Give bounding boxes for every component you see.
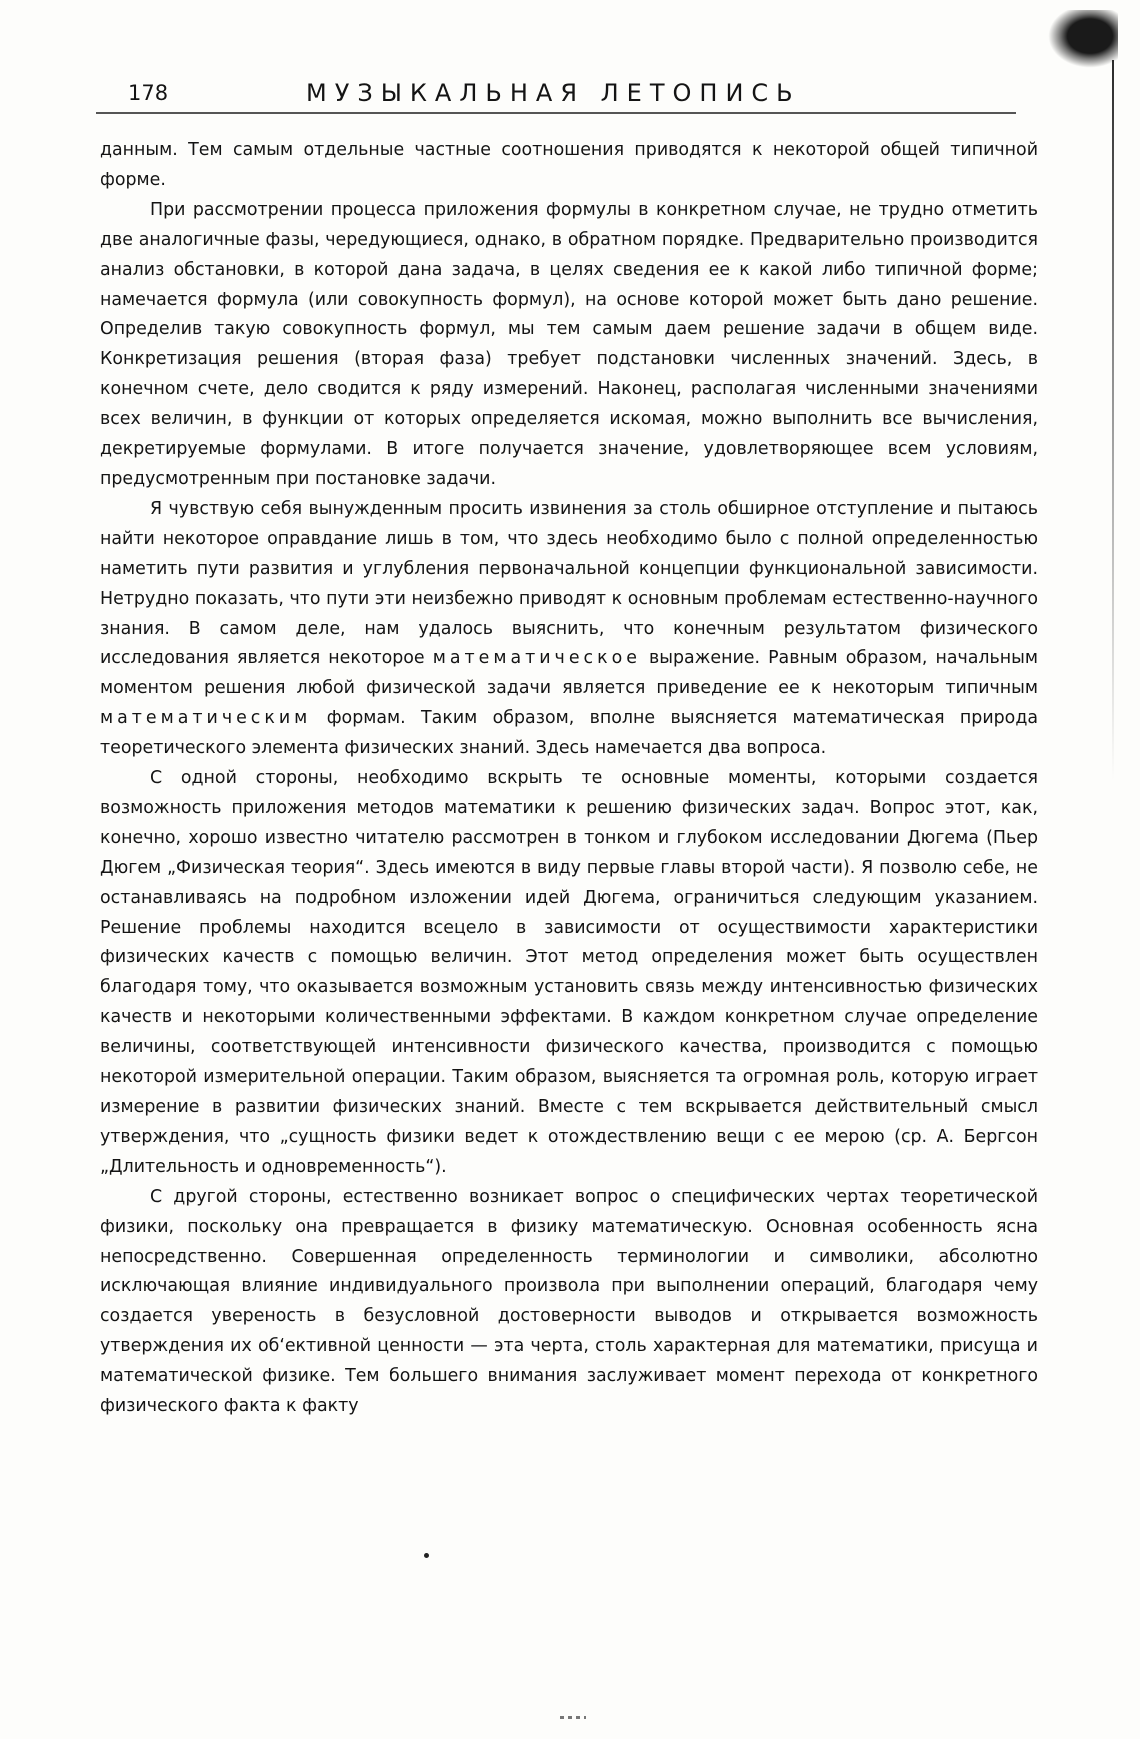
- paragraph-continued: данным. Тем самым отдельные частные соотношения приводятся к некоторой общей типичной форме.: [100, 140, 1038, 190]
- bottom-scan-mark: [560, 1716, 586, 1719]
- page-number: 178: [128, 81, 169, 105]
- paragraph-apology-part-3: формам. Таким образом, вполне выясняется математическая природа теоретического элемента физических знаний. Здесь намечается два вопроса.: [100, 708, 1038, 759]
- stray-ink-dot: [424, 1553, 429, 1558]
- emphasis-mathematical-expression: математическое: [432, 648, 641, 669]
- emphasis-mathematical-forms: математическим: [100, 708, 312, 729]
- article-text: [100, 136, 1038, 1422]
- paragraph-specific-features: С другой стороны, естественно возникает вопрос о специфических чертах теоретической физики, поскольку она превращается в физику математическую. Основная особенность ясна непосредственно. Совершенная определенность терминологии и символики, абсолютно исключающая влияние индивидуального произвола при выполнении операций, благодаря чему создается увереность в безусловной достоверности выводов и открывается возможность утверждения их об‘ективной ценности — эта черта, столь характерная для математики, присуща и математической физике. Тем большего внимания заслуживает момент перехода от конкретного физического факта к факту: [100, 1186, 1038, 1417]
- paragraph-apology: [100, 495, 1038, 764]
- paragraph-apology-part-1: Я чувствую себя вынужденным просить извинения за столь обширное отступление и пытаюсь найти некоторое оправдание лишь в том, что здесь необходимо было с полной определенностью наметить пути развития и углубления первоначальной концепции функциональной зависимости. Нетрудно показать, что пути эти неизбежно приводят к основным проблемам естественно-научного знания. В самом деле, нам удалось выяснить, что конечным результатом физического исследования является некоторое: [100, 498, 1038, 669]
- scan-edge-line: [1112, 60, 1114, 780]
- paragraph-formula-application: При рассмотрении процесса приложения формулы в конкретном случае, не трудно отметить две аналогичные фазы, чередующиеся, однако, в обратном порядке. Предварительно производится анализ обстановки, в которой дана задача, в целях сведения ее к какой либо типичной форме; намечается формула (или совокупность формул), на основе которой может быть дано решение. Определив такую совокупность формул, мы тем самым даем решение задачи в общем виде. Конкретизация решения (вторая фаза) требует подстановки численных значений. Здесь, в конечном счете, дело сводится к ряду измерений. Наконец, располагая численными значениями всех величин, в функции от которых определяется искомая, можно выполнить все вычисления, декретируемые формулами. В итоге получается значение, удовлетворяющее всем условиям, предусмотренным при постановке задачи.: [100, 199, 1038, 489]
- journal-title: МУЗЫКАЛЬНАЯ ЛЕТОПИСЬ: [306, 79, 801, 107]
- scan-corner-mark: [1048, 10, 1118, 68]
- paragraph-duhem: С одной стороны, необходимо вскрыть те основные моменты, которыми создается возможность приложения методов математики к решению физических задач. Вопрос этот, как, конечно, хорошо известно читателю рассмотрен в тонком и глубоком исследовании Дюгема (Пьер Дюгем „Физическая теория“. Здесь имеются в виду первые главы второй части). Я позволю себе, не останавливаясь на подробном изложении идей Дюгема, ограничиться следующим указанием. Решение проблемы находится всецело в зависимости от осуществимости характеристики физических качеств с помощью величин. Этот метод определения может быть осуществлен благодаря тому, что оказывается возможным установить связь между интенсивностью физических качеств и некоторыми количественными эффектами. В каждом конкретном случае определение величины, соответствующей интенсивности физического качества, производится с помощью некоторой измерительной операции. Таким образом, выясняется та огромная роль, которую играет измерение в развитии физических знаний. Вместе с тем вскрывается действительный смысл утверждения, что „сущность физики ведет к отождествлению вещи с ее мерою (ср. А. Бергсон „Длительность и одновременность“).: [100, 768, 1038, 1177]
- running-header: [96, 78, 1016, 114]
- paragraph-apology-part-2: выражение. Равным образом, начальным моментом решения любой физической задачи является приведение ее к некоторым типичным: [100, 648, 1038, 699]
